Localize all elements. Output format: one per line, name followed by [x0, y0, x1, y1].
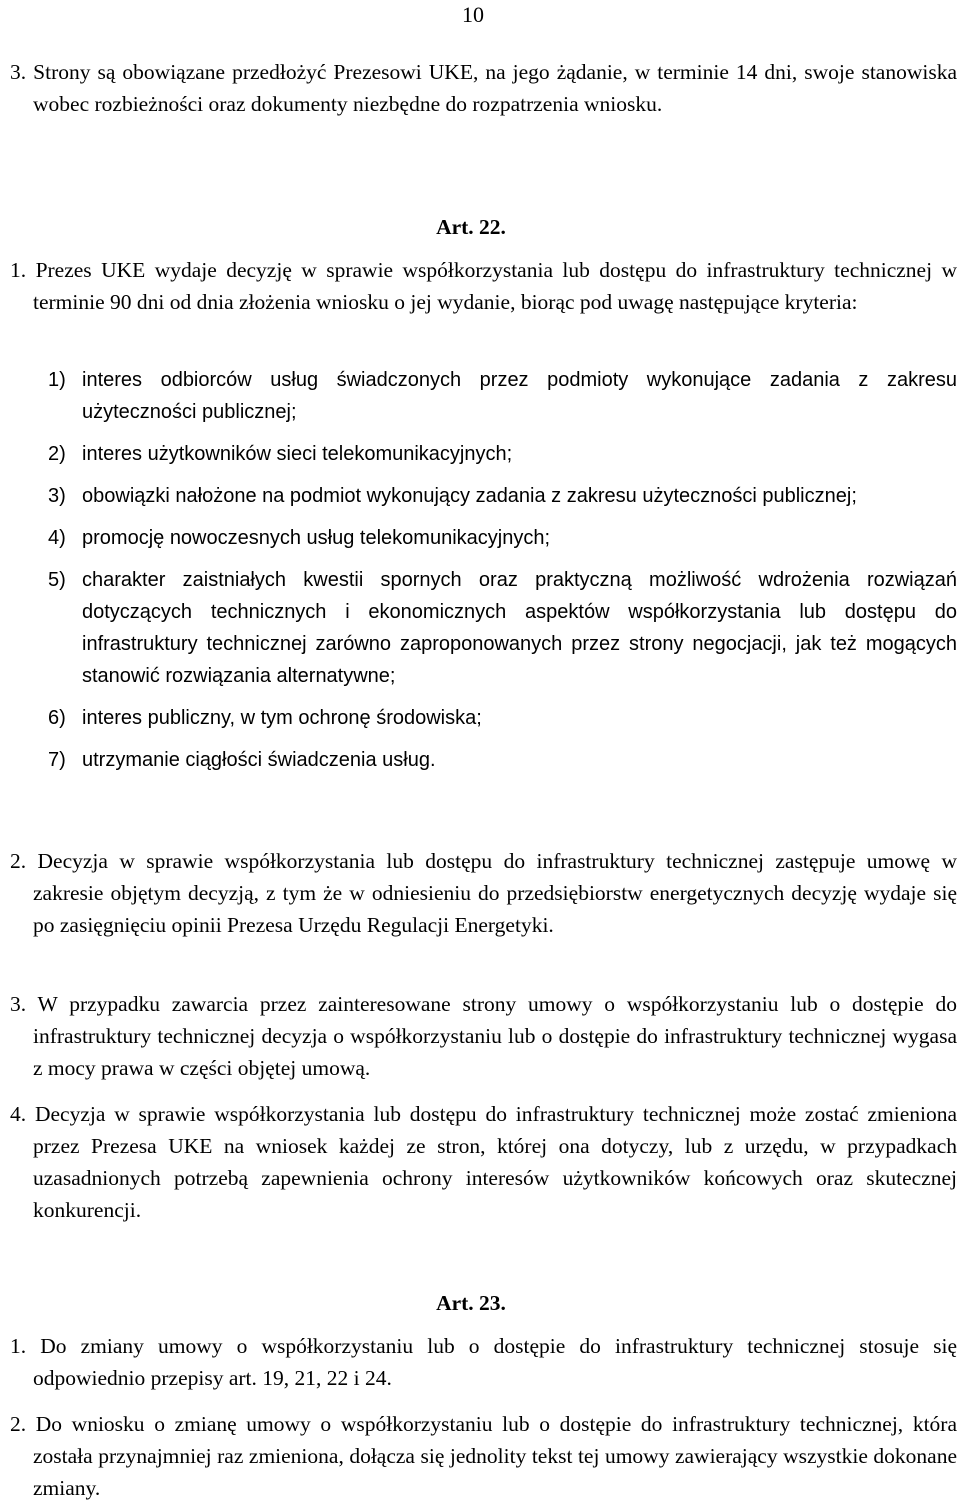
paragraph-number: 3.: [10, 60, 27, 84]
criteria-marker: 2): [48, 443, 66, 465]
paragraph-text: Do zmiany umowy o współkorzystaniu lub o dostępie do infrastruktury technicznej stosuje się odpowiednio przepisy art. 19, 21, 22 i 24.: [33, 1334, 957, 1390]
art21-paragraph-3: [10, 56, 957, 120]
criteria-item: [48, 438, 957, 470]
criteria-text: interes użytkowników sieci telekomunikacyjnych;: [82, 443, 513, 465]
paragraph-number: 1.: [10, 1334, 27, 1358]
criteria-item: [48, 364, 957, 428]
criteria-item: [48, 702, 957, 734]
criteria-item: [48, 564, 957, 692]
paragraph-number: 4.: [10, 1102, 27, 1126]
paragraph-number: 1.: [10, 258, 27, 282]
criteria-marker: 6): [48, 707, 66, 729]
paragraph-text: Decyzja w sprawie współkorzystania lub dostępu do infrastruktury technicznej może zostać zmieniona przez Prezesa UKE na wniosek każdej ze stron, której ona dotyczy, lub z urzędu, w przypadkach uzasadnionych potrzebą zapewnienia ochrony interesów użytkowników końcowych oraz skutecznej konkurencji.: [33, 1102, 958, 1222]
criteria-text: promocję nowoczesnych usług telekomunikacyjnych;: [82, 527, 551, 549]
article-heading-23: Art. 23.: [436, 1291, 506, 1315]
criteria-marker: 7): [48, 749, 66, 771]
paragraph-text: Prezes UKE wydaje decyzję w sprawie współkorzystania lub dostępu do infrastruktury technicznej w terminie 90 dni od dnia złożenia wniosku o jej wydanie, biorąc pod uwagę następujące kryteria:: [33, 258, 958, 314]
criteria-item: [48, 480, 957, 512]
criteria-marker: 4): [48, 527, 66, 549]
criteria-item: [48, 744, 957, 776]
criteria-item: [48, 522, 957, 554]
criteria-text: utrzymanie ciągłości świadczenia usług.: [82, 749, 436, 771]
art22-paragraph-2: [10, 845, 957, 941]
art22-paragraph-1: [10, 254, 957, 318]
page-number: 10: [462, 2, 484, 27]
article-heading-22: Art. 22.: [436, 215, 506, 239]
paragraph-text: Decyzja w sprawie współkorzystania lub dostępu do infrastruktury technicznej zastępuje umowę w zakresie objętym decyzją, z tym że w odniesieniu do przedsiębiorstw energetycznych decyzję wydaje się po zasięgnięciu opinii Prezesa Urzędu Regulacji Energetyki.: [33, 849, 957, 937]
paragraph-number: 2.: [10, 1412, 27, 1436]
criteria-marker: 5): [48, 569, 66, 591]
art22-paragraph-3: [10, 988, 957, 1084]
criteria-text: charakter zaistniałych kwestii spornych oraz praktyczną możliwość wdrożenia rozwiązań dotyczących technicznych i ekonomicznych aspektów współkorzystania lub dostępu do infrastruktury technicznej zarówno zaproponowanych przez strony negocjacji, jak też mogących stanowić rozwiązania alternatywne;: [82, 569, 957, 687]
art23-paragraph-1: [10, 1330, 957, 1394]
paragraph-text: Strony są obowiązane przedłożyć Prezesowi UKE, na jego żądanie, w terminie 14 dni, swoje stanowiska wobec rozbieżności oraz dokumenty niezbędne do rozpatrzenia wniosku.: [33, 60, 957, 116]
paragraph-number: 2.: [10, 849, 27, 873]
paragraph-text: Do wniosku o zmianę umowy o współkorzystaniu lub o dostępie do infrastruktury technicznej, która została przynajmniej raz zmieniona, dołącza się jednolity tekst tej umowy zawierający wszystkie dokonane zmiany.: [33, 1412, 957, 1500]
criteria-marker: 3): [48, 485, 66, 507]
art22-paragraph-4: [10, 1098, 957, 1226]
criteria-text: obowiązki nałożone na podmiot wykonujący zadania z zakresu użyteczności publicznej;: [82, 485, 857, 507]
art23-paragraph-2: [10, 1408, 957, 1504]
criteria-text: interes publiczny, w tym ochronę środowiska;: [82, 707, 482, 729]
paragraph-text: W przypadku zawarcia przez zainteresowane strony umowy o współkorzystaniu lub o dostępie do infrastruktury technicznej decyzja o współkorzystaniu lub o dostępie do infrastruktury technicznej wygasa z mocy prawa w części objętej umową.: [33, 992, 957, 1080]
criteria-list: [48, 364, 957, 786]
criteria-text: interes odbiorców usług świadczonych przez podmioty wykonujące zadania z zakresu użyteczności publicznej;: [82, 369, 957, 423]
criteria-marker: 1): [48, 369, 66, 391]
paragraph-number: 3.: [10, 992, 27, 1016]
